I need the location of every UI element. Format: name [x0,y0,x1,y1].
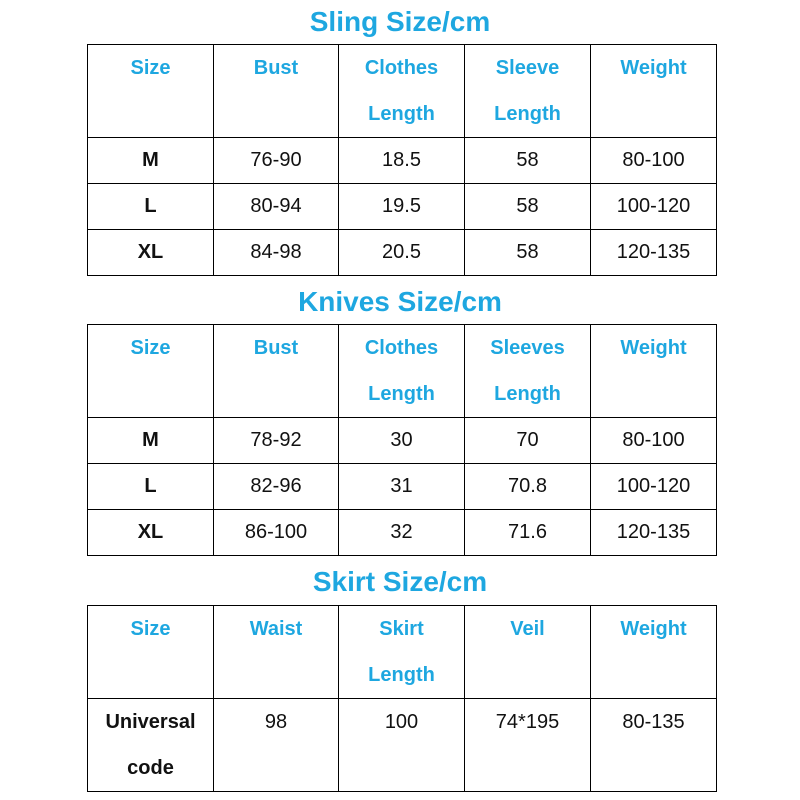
header-cell-size: Size [88,606,214,699]
table-cell: 71.6 [465,510,591,556]
size-cell: M [88,138,214,184]
table-cell: 100 [339,699,465,792]
table-cell: 58 [465,184,591,230]
table-row [88,418,717,464]
table-header-row [88,606,717,699]
table-cell: 100-120 [591,464,717,510]
table-row [88,184,717,230]
header-cell-sleeves-length: Sleeves Length [465,325,591,418]
table-cell: 18.5 [339,138,465,184]
header-cell-clothes-length: Clothes Length [339,45,465,138]
table-cell: 80-100 [591,138,717,184]
header-cell-weight: Weight [591,606,717,699]
table-cell: 120-135 [591,510,717,556]
size-cell: Universal code [88,699,214,792]
knives-size-table [87,324,717,556]
header-cell-bust: Bust [214,325,339,418]
table-cell: 98 [214,699,339,792]
table-cell: 100-120 [591,184,717,230]
table-cell: 120-135 [591,230,717,276]
header-cell-clothes-length: Clothes Length [339,325,465,418]
size-cell: L [88,184,214,230]
size-cell: XL [88,230,214,276]
table-cell: 20.5 [339,230,465,276]
sling-title: Sling Size/cm [309,6,491,37]
knives-title: Knives Size/cm [298,286,502,317]
table-row [88,510,717,556]
table-cell: 86-100 [214,510,339,556]
table-cell: 58 [465,138,591,184]
table-cell: 32 [339,510,465,556]
header-cell-skirt-length: Skirt Length [339,606,465,699]
table-row [88,138,717,184]
skirt-size-table [87,605,717,792]
table-cell: 82-96 [214,464,339,510]
table-cell: 19.5 [339,184,465,230]
table-row [88,230,717,276]
header-cell-veil: Veil [465,606,591,699]
header-cell-sleeve-length: Sleeve Length [465,45,591,138]
table-cell: 70 [465,418,591,464]
table-cell: 31 [339,464,465,510]
table-row [88,464,717,510]
header-cell-size: Size [88,325,214,418]
sling-size-table [87,44,717,276]
table-cell: 84-98 [214,230,339,276]
header-cell-waist: Waist [214,606,339,699]
table-cell: 76-90 [214,138,339,184]
table-header-row [88,45,717,138]
header-cell-size: Size [88,45,214,138]
table-cell: 80-94 [214,184,339,230]
header-cell-weight: Weight [591,325,717,418]
table-cell: 58 [465,230,591,276]
skirt-title: Skirt Size/cm [312,566,488,597]
table-header-row [88,325,717,418]
table-cell: 80-135 [591,699,717,792]
table-cell: 74*195 [465,699,591,792]
header-cell-bust: Bust [214,45,339,138]
table-cell: 78-92 [214,418,339,464]
size-cell: XL [88,510,214,556]
size-cell: L [88,464,214,510]
size-cell: M [88,418,214,464]
table-cell: 70.8 [465,464,591,510]
header-cell-weight: Weight [591,45,717,138]
table-cell: 80-100 [591,418,717,464]
table-row [88,699,717,792]
table-cell: 30 [339,418,465,464]
